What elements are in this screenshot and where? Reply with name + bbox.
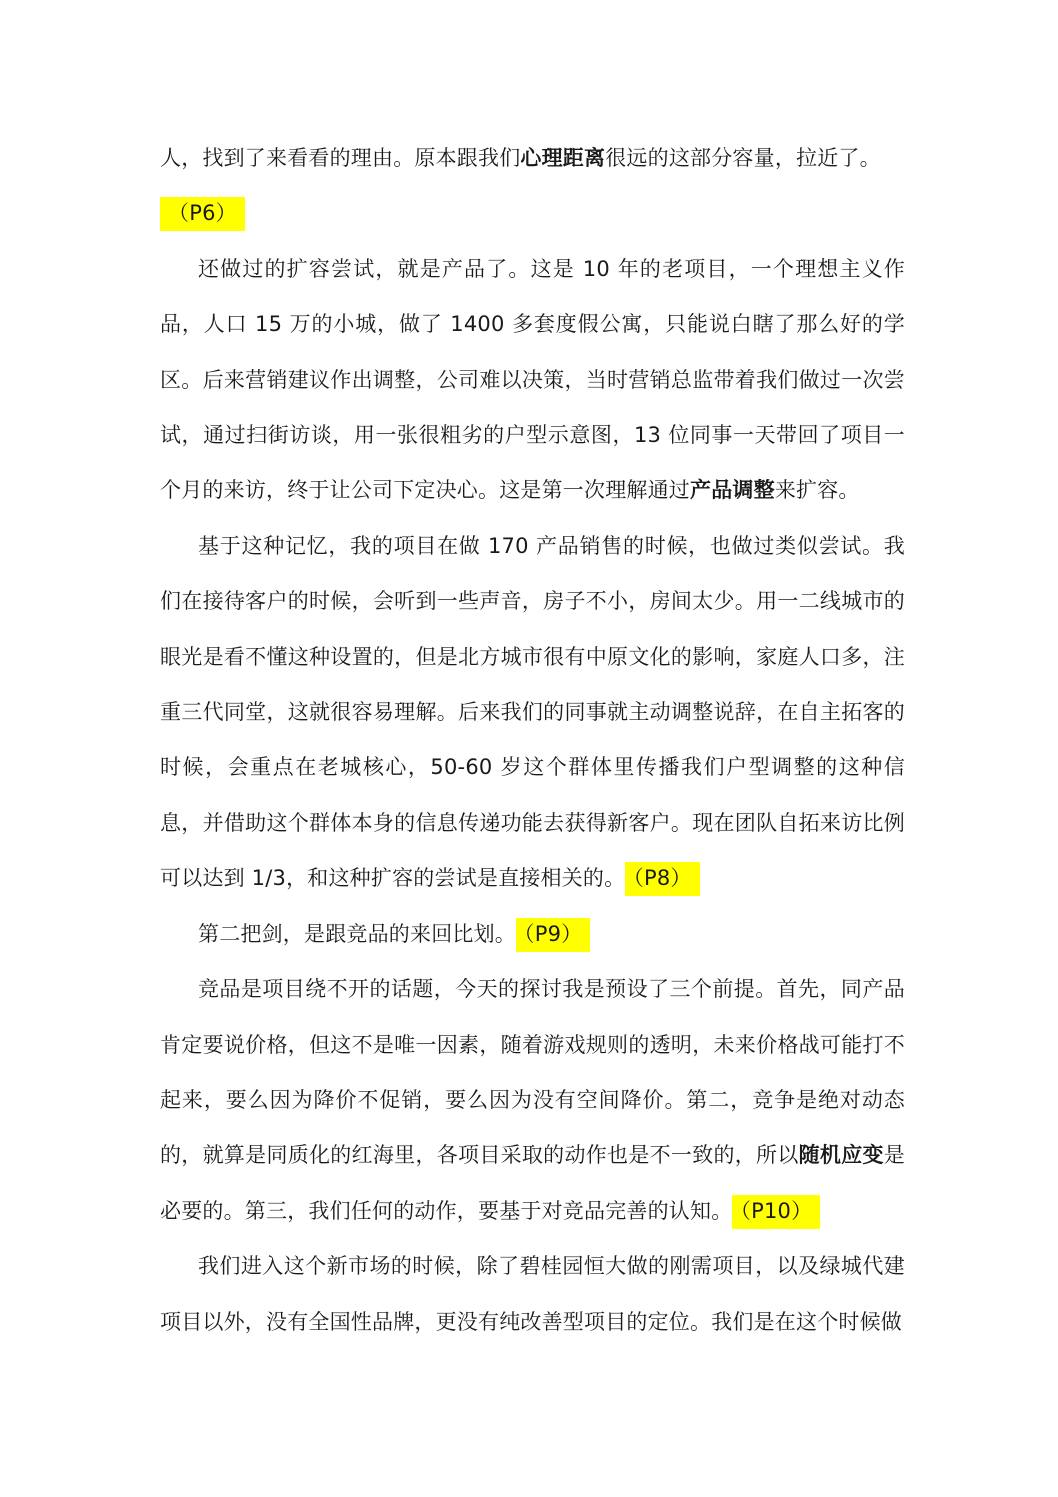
text-run: 我们进入这个新市场的时候，除了碧桂园恒大做的刚需项目，以及绿城代建项目以外，没有全国性品牌，更没有纯改善型项目的定位。我们是在这个时候做 bbox=[160, 1254, 905, 1334]
text-run: 第二把剑，是跟竞品的来回比划。 bbox=[198, 921, 516, 946]
text-run: 人，找到了来看看的理由。原本跟我们 bbox=[160, 146, 521, 170]
paragraph-2 bbox=[160, 242, 905, 519]
paragraph-5 bbox=[160, 962, 905, 1239]
paragraph-1 bbox=[160, 131, 905, 242]
page-ref-highlight: （P9） bbox=[516, 918, 590, 952]
text-run: 很远的这部分容量，拉近了。 bbox=[605, 146, 881, 170]
text-run: 来扩容。 bbox=[774, 478, 860, 503]
text-run: 竞品是项目绕不开的话题，今天的探讨我是预设了三个前提。首先，同产品肯定要说价格，但这不是唯一因素，随着游戏规则的透明，未来价格战可能打不起来，要么因为降价不促销，要么因为没有空间降价。第二，竞争是绝对动态的，就算是同质化的红海里，各项目采取的动作也是不一致的，所以 bbox=[160, 977, 905, 1168]
page-ref-highlight: （P8） bbox=[625, 862, 699, 896]
page-ref-highlight: （P10） bbox=[732, 1195, 820, 1229]
paragraph-6 bbox=[160, 1239, 905, 1350]
text-run: 是必要的。第三，我们任何的动作，要基于对竞品完善的认知。 bbox=[160, 1143, 905, 1223]
document-body bbox=[160, 131, 905, 1350]
paragraph-3 bbox=[160, 519, 905, 907]
page-ref-highlight: （P6） bbox=[160, 197, 245, 231]
text-run: 还做过的扩容尝试，就是产品了。这是 10 年的老项目，一个理想主义作品，人口 15 万的小城，做了 1400 多套度假公寓，只能说白瞎了那么好的学区。后来营销建议作出调整，公司难以决策，当时营销总监带着我们做过一次尝试，通过扫街访谈，用一张很粗劣的户型示意图，13 位同事一天带回了项目一个月的来访，终于让公司下定决心。这是第一次理解通过 bbox=[160, 256, 905, 503]
bold-phrase: 产品调整 bbox=[690, 478, 775, 503]
paragraph-4 bbox=[160, 907, 905, 962]
text-run: 基于这种记忆，我的项目在做 170 产品销售的时候，也做过类似尝试。我们在接待客户的时候，会听到一些声音，房子不小，房间太少。用一二线城市的眼光是看不懂这种设置的，但是北方城市很有中原文化的影响，家庭人口多，注重三代同堂，这就很容易理解。后来我们的同事就主动调整说辞，在自主拓客的时候，会重点在老城核心，50-60 岁这个群体里传播我们户型调整的这种信息，并借助这个群体本身的信息传递功能去获得新客户。现在团队自拓来访比例可以达到 1/3，和这种扩容的尝试是直接相关的。 bbox=[160, 533, 905, 891]
bold-phrase: 心理距离 bbox=[520, 146, 606, 170]
bold-phrase: 随机应变 bbox=[798, 1143, 884, 1168]
